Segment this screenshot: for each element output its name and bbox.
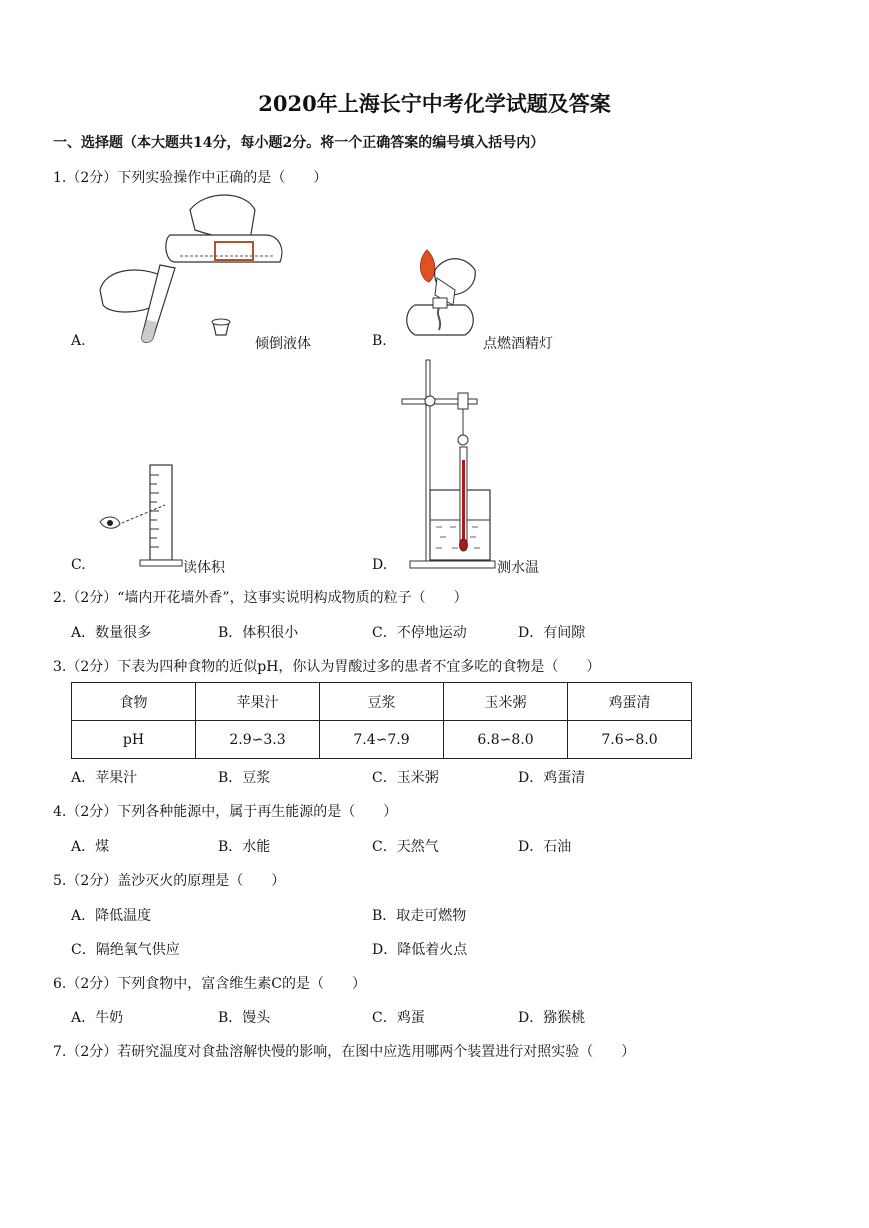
q6-option-d: D．猕猴桃 [518,1010,586,1026]
q4-option-a: A．煤 [71,839,110,855]
figure-thermometer-beaker [400,355,500,575]
q5-option-a: A．降低温度 [71,908,152,924]
q1-option-a-letter: A. [71,333,86,349]
question-1-stem: 1.（2分）下列实验操作中正确的是（ ） [53,170,328,186]
question-2-stem: 2.（2分）“墙内开花墙外香”，这事实说明构成物质的粒子（ ） [53,590,468,606]
q2-option-c: C．不停地运动 [372,625,467,641]
ph-table [71,682,692,759]
q5-option-c: C．隔绝氧气供应 [71,942,180,958]
q4-option-c: C．天然气 [372,839,439,855]
q1-option-d-caption: 测水温 [497,560,539,576]
q3-option-b: B．豆浆 [218,770,271,786]
table-row [72,721,692,759]
q4-option-b: B．水能 [218,839,271,855]
q3-option-a: A．苹果汁 [71,770,138,786]
q5-option-d: D．降低着火点 [372,942,468,958]
table-cell: 苹果汁 [196,683,320,721]
q5-option-b: B．取走可燃物 [372,908,467,924]
table-cell: 玉米粥 [444,683,568,721]
q1-option-b-caption: 点燃酒精灯 [483,336,553,352]
q6-option-c: C．鸡蛋 [372,1010,425,1026]
q3-option-d: D．鸡蛋清 [518,770,586,786]
q4-option-d: D．石油 [518,839,572,855]
table-cell: 6.8∽8.0 [444,721,568,759]
q1-option-b-letter: B. [372,333,387,349]
figure-pouring-liquid [95,190,295,350]
question-5-stem: 5.（2分）盖沙灭火的原理是（ ） [53,873,286,889]
table-cell: 7.4∽7.9 [320,721,444,759]
q2-option-b: B．体积很小 [218,625,299,641]
question-3-stem: 3.（2分）下表为四种食物的近似pH，你认为胃酸过多的患者不宜多吃的食物是（ ） [53,659,601,675]
q1-option-c-letter: C. [71,557,86,573]
page-title: 2020年上海长宁中考化学试题及答案 [258,91,611,116]
table-cell: 鸡蛋清 [568,683,692,721]
table-row [72,683,692,721]
section-heading: 一、选择题（本大题共14分，每小题2分。将一个正确答案的编号填入括号内） [53,135,545,151]
q1-option-a-caption: 倾倒液体 [255,336,311,352]
table-cell: 2.9∽3.3 [196,721,320,759]
question-6-stem: 6.（2分）下列食物中，富含维生素C的是（ ） [53,976,366,992]
figure-alcohol-lamp [395,240,485,350]
question-4-stem: 4.（2分）下列各种能源中，属于再生能源的是（ ） [53,804,398,820]
q1-option-d-letter: D. [372,557,388,573]
q6-option-b: B．馒头 [218,1010,271,1026]
table-cell: 食物 [72,683,196,721]
table-cell: 7.6∽8.0 [568,721,692,759]
question-7-stem: 7.（2分）若研究温度对食盐溶解快慢的影响，在图中应选用哪两个装置进行对照实验（ ） [53,1044,636,1060]
figure-graduated-cylinder [95,460,190,570]
q2-option-a: A．数量很多 [71,625,152,641]
q2-option-d: D．有间隙 [518,625,586,641]
table-cell: pH [72,721,196,759]
q6-option-a: A．牛奶 [71,1010,124,1026]
q1-option-c-caption: 读体积 [183,560,225,576]
table-cell: 豆浆 [320,683,444,721]
q3-option-c: C．玉米粥 [372,770,439,786]
